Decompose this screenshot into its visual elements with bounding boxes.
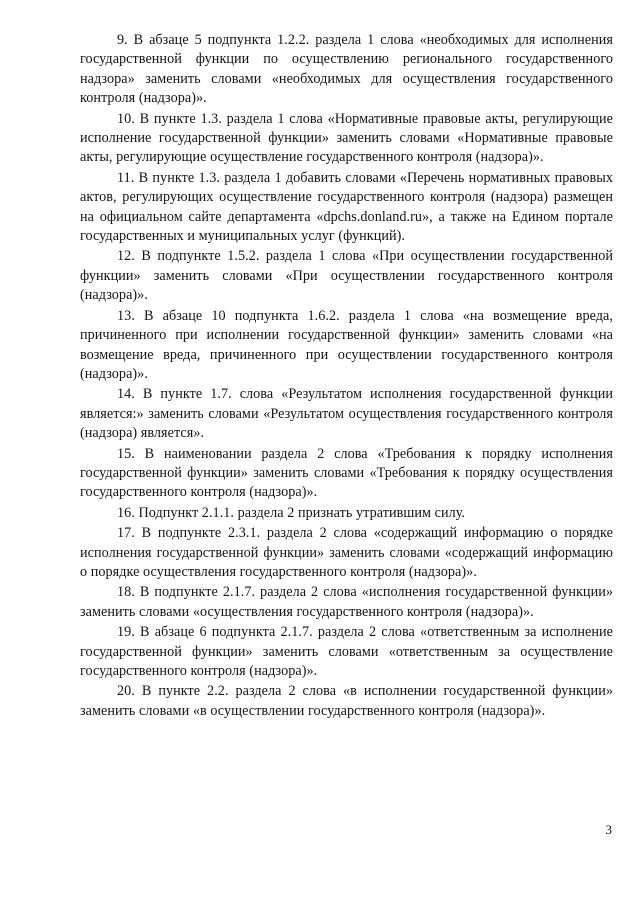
paragraph-11: 11. В пункте 1.3. раздела 1 добавить словами «Перечень нормативных правовых актов, регулирующих осуществление государственного контроля (надзора) размещен на официальном сайте департамента «dpchs.donland.ru», а также на Едином портале государственных и муниципальных услуг (функций). [80,169,613,245]
paragraph-12: 12. В подпункте 1.5.2. раздела 1 слова «При осуществлении государственной функции» заменить словами «При осуществлении государственного контроля (надзора)». [80,248,613,304]
paragraph-15: 15. В наименовании раздела 2 слова «Требования к порядку исполнения государственной функции» заменить словами «Требования к порядку осуществления государственного контроля (надзора)». [80,445,613,501]
paragraph-10: 10. В пункте 1.3. раздела 1 слова «Нормативные правовые акты, регулирующие исполнение государственной функции» заменить словами «Нормативные правовые акты, регулирующие осуществление государственного контроля (надзора)». [80,110,613,166]
paragraph-19: 19. В абзаце 6 подпункта 2.1.7. раздела 2 слова «ответственным за исполнение государственной функции» заменить словами «ответственным за осуществление государственного контроля (надзора)». [80,624,613,679]
document-body [80,31,613,722]
page-number: 3 [605,822,612,837]
paragraph-16: 16. Подпункт 2.1.1. раздела 2 признать утратившим силу. [117,504,466,521]
paragraph-14: 14. В пункте 1.7. слова «Результатом исполнения государственной функции является:» заменить словами «Результатом осуществления государственного контроля (надзора) является». [80,386,613,442]
paragraph-18: 18. В подпункте 2.1.7. раздела 2 слова «исполнения государственной функции» заменить словами «осуществления государственного контроля (надзора)». [80,584,613,620]
paragraph-9: 9. В абзаце 5 подпункта 1.2.2. раздела 1 слова «необходимых для исполнения государственной функции по осуществлению регионального государственного надзора» заменить словами «необходимых для осуществления государственного контроля (надзора)». [80,32,613,107]
paragraph-17: 17. В подпункте 2.3.1. раздела 2 слова «содержащий информацию о порядке исполнения государственной функции» заменить словами «содержащий информацию о порядке осуществления государственного контроля (надзора)». [80,525,613,580]
paragraph-13: 13. В абзаце 10 подпункта 1.6.2. раздела 1 слова «на возмещение вреда, причиненного при исполнении государственной функции» заменить словами «на возмещение вреда, причиненного при осуществлении государственного контроля (надзора)». [80,307,613,382]
paragraph-20: 20. В пункте 2.2. раздела 2 слова «в исполнении государственной функции» заменить словами «в осуществлении государственного контроля (надзора)». [80,683,613,719]
